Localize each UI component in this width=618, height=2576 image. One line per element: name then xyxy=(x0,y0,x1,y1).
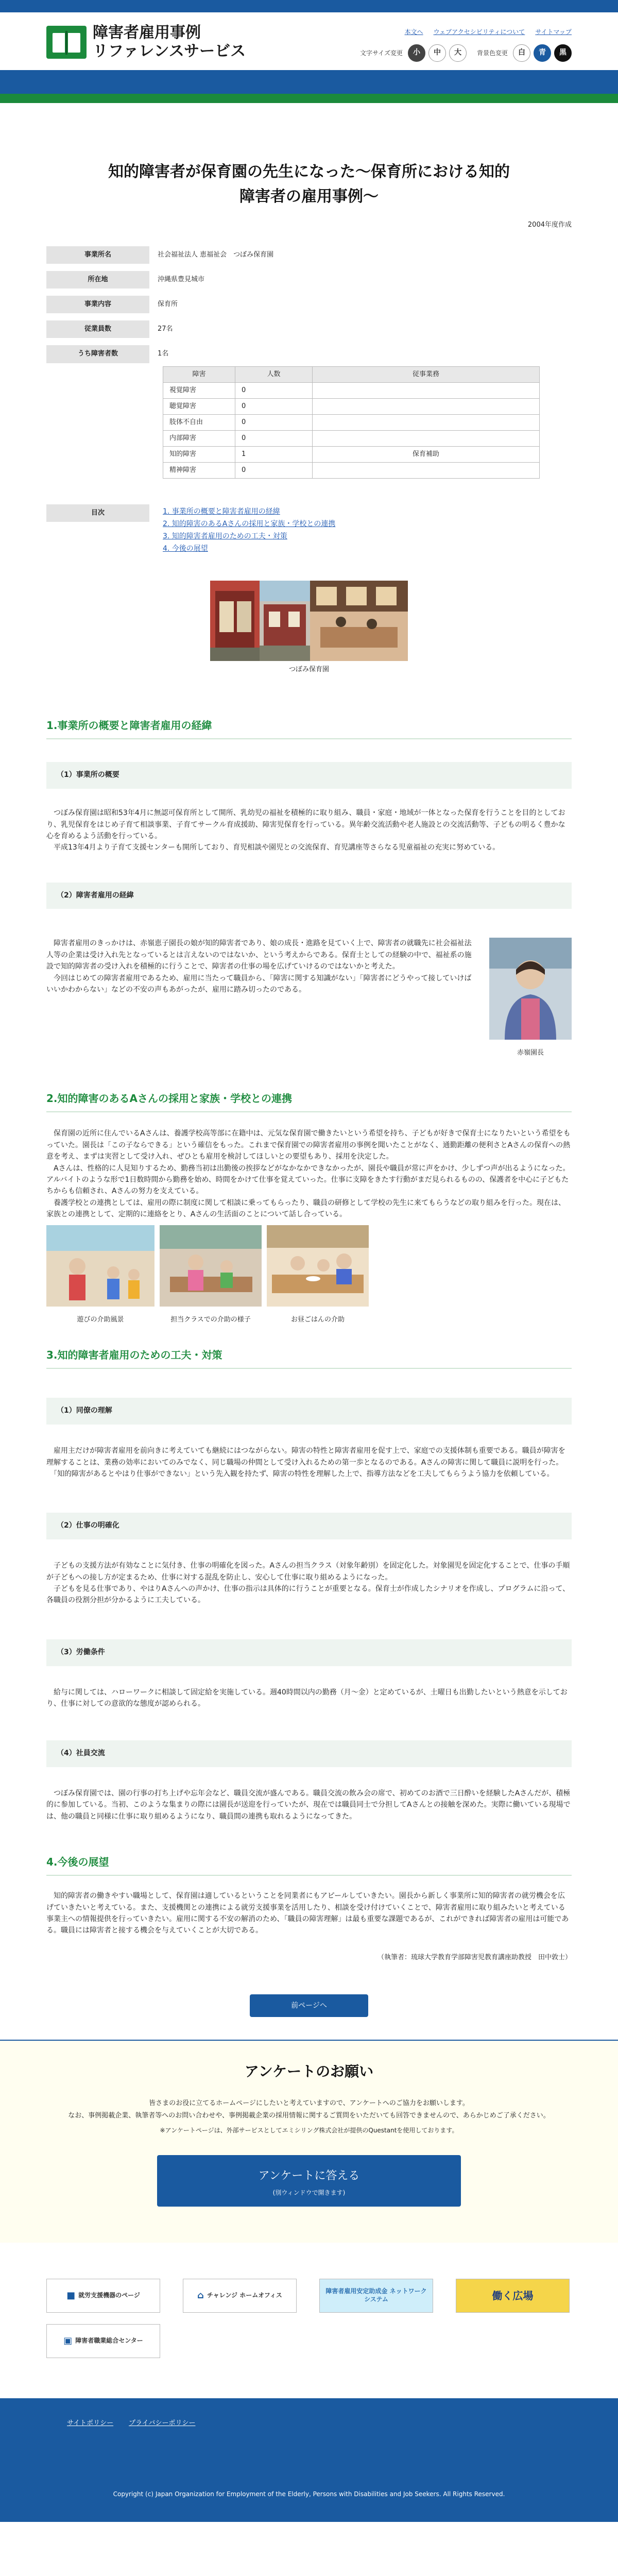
bg-color-label: 背景色変更 xyxy=(476,49,508,57)
subsection-heading: （3）労働条件 xyxy=(46,1639,572,1666)
subsection-heading: （1）同僚の理解 xyxy=(46,1398,572,1425)
accent-bar xyxy=(0,94,618,103)
banner-label: 障害者雇用安定助成金 ネットワークシステム xyxy=(325,2287,427,2303)
top-photo-figure xyxy=(46,581,572,675)
site-policy-link[interactable]: サイトポリシー xyxy=(67,2419,114,2427)
banner-label: 就労支援機器のページ xyxy=(78,2291,140,2299)
nursery-photo-classroom xyxy=(310,581,408,661)
info-row-business xyxy=(46,296,572,313)
main-content xyxy=(46,103,572,2017)
info-row-employees xyxy=(46,320,572,338)
subsection-heading: （1）事業所の概要 xyxy=(46,762,572,789)
info-label: 従業員数 xyxy=(46,320,149,338)
paragraph: 障害者雇用のきっかけは、赤嶺恵子園長の娘が知的障害者であり、娘の成長・進路を見ていく上で、障害者の就職先に社会福祉法人等の企業は受け入れ先となっているとは言えないのではないか、という考えからである。保育士としての経験の中で、福祉系の施設で知的障害者の受け入れを積極的に行うことで、障害者の仕事の場を広げていけるのではないかと考えた。 今回はじめての障害者雇用であるため、雇用に当たって職員から、「障害に関する知識がない」「障害者にどうやって接していけばいいかわからない」などの不安の声もあがったが、雇用に踏み切ったのである。 xyxy=(46,939,472,994)
survey-section xyxy=(0,2040,618,2243)
nursery-photo-building xyxy=(260,581,310,661)
table-cell: 聴覚障害 xyxy=(163,398,235,414)
toc-link-4[interactable]: 4. 今後の展望 xyxy=(163,545,208,553)
survey-button-label: アンケートに答える xyxy=(258,2169,360,2182)
created-year: 2004年度作成 xyxy=(527,221,572,229)
photo-caption: お昼ごはんの介助 xyxy=(290,1316,345,1324)
survey-text-line1: 皆さまのお役に立てるホームページにしたいと考えていますので、アンケートへのご協力をお願いします。 xyxy=(149,2099,469,2107)
table-cell: 0 xyxy=(235,414,313,430)
table-row xyxy=(163,414,540,430)
toc-item xyxy=(163,505,335,518)
font-size-small-button[interactable]: 小 xyxy=(408,44,425,62)
table-of-contents xyxy=(46,504,572,555)
top-bar xyxy=(0,0,618,12)
info-label: うち障害者数 xyxy=(46,345,149,363)
subsection-heading: （2）仕事の明確化 xyxy=(46,1513,572,1539)
photo-caption: 担当クラスでの介助の様子 xyxy=(170,1316,251,1324)
class-assist-photo xyxy=(160,1225,262,1307)
info-value: 27名 xyxy=(158,325,173,333)
copyright: Copyright (c) Japan Organization for Employment of the Elderly, Persons with Disabilities and Job Seekers. All Rights Reserved. xyxy=(113,2490,505,2498)
table-row xyxy=(163,398,540,414)
info-value: 社会福祉法人 恵福祉会 つぼみ保育園 xyxy=(158,251,274,259)
house-icon: ⌂ xyxy=(197,2290,204,2301)
toc-item xyxy=(163,543,335,555)
banner-nivr[interactable] xyxy=(46,2324,160,2358)
photo-caption: つぼみ保育園 xyxy=(288,666,329,674)
banner-challenge-home-office[interactable] xyxy=(183,2279,297,2313)
sitemap-link[interactable]: サイトマップ xyxy=(535,28,572,36)
table-cell: 0 xyxy=(235,463,313,479)
photo-caption: 遊びの介助風景 xyxy=(77,1316,124,1324)
table-cell: 1 xyxy=(235,447,313,463)
banner-row xyxy=(46,2279,572,2313)
survey-answer-button[interactable] xyxy=(157,2155,461,2207)
subsection-heading: （2）障害者雇用の経緯 xyxy=(46,883,572,909)
table-cell xyxy=(313,382,540,398)
font-size-large-button[interactable]: 大 xyxy=(449,44,467,62)
text-block xyxy=(46,938,474,1059)
paragraph: 子どもの支援方法が有効なことに気付き、仕事の明確化を図った。Aさんの担当クラス（対象年齢別）を固定化した。対象園児を固定化することで、仕事の手順が子どもへの接し方が定まるため、仕事に対する混乱を防止し、安心して仕事に取り組めるようになった。 子どもを見る仕事であり、やはりAさんへの声かけ、仕事の指示は具体的に行うことが重要となる。保育士が作成したシナリオを作成し、プログラムに沿って、各職員の役割分担が分かるように工夫している。 xyxy=(46,1562,570,1605)
banner-area xyxy=(46,2279,572,2358)
paragraph: 給与に関しては、ハローワークに相談して固定給を実施している。週40時間以内の勤務（月〜金）と定めているが、土曜日も出勤したいという熱意を示しており、仕事に対しての意欲的な態度が認められる。 xyxy=(46,1688,568,1708)
survey-text-line2: なお、事例掲載企業、執筆者等へのお問い合わせや、事例掲載企業の採用情報に関するご質問をいただいても回答できませんので、あらかじめご了承ください。 xyxy=(68,2112,550,2120)
lunch-assist-photo xyxy=(267,1225,369,1307)
paragraph: つぼみ保育園では、園の行事の打ち上げや忘年会など、職員交流が盛んである。職員交流の飲み会の席で、初めてのお酒で三日酔いを経験したAさんだが、積極的に参加している。当初、このような集まりの際には園長が送迎を行っていたが、現在では職員同士で分担してAさんとの接触を深めた。実際に働いている現場では、他の職員と同様に仕事に取り組めるようになり、職員間の連携も取れるようになってきた。 xyxy=(46,1789,571,1821)
play-assist-photo xyxy=(46,1225,154,1307)
survey-note: ※アンケートページは、外部サービスとしてエミシリング株式会社が提供のQuestantを使用しております。 xyxy=(160,2126,458,2134)
survey-text xyxy=(46,2097,572,2123)
privacy-policy-link[interactable]: プライバシーポリシー xyxy=(129,2419,196,2427)
subsection-heading: （4）社員交流 xyxy=(46,1740,572,1767)
footer-links xyxy=(67,2418,195,2429)
photo-figure xyxy=(160,1225,262,1326)
info-value: 1名 xyxy=(158,350,169,358)
director-photo-figure xyxy=(489,938,572,1059)
paragraph: つぼみ保育園は昭和53年4月に無認可保育所として開所、乳幼児の福祉を積極的に取り組み、職員・家庭・地域が一体となった保育を行うことを目的としており、乳児保育をはじめ子育て相談事業、子育てサークル育成援助、障害児保育を行っている。異年齢交流活動や老人施設との交流活動等、子どもの明るく豊かな心を育めるよう活動を行っている。 平成13年4月より子育て支援センターも開所しており、育児相談や園児との交流保育、育児講座等さらなる児童福祉の充実に努めている。 xyxy=(46,809,565,852)
toc-list xyxy=(149,504,335,555)
table-cell xyxy=(313,414,540,430)
table-cell xyxy=(313,430,540,446)
bg-black-button[interactable]: 黒 xyxy=(554,44,572,62)
bg-white-button[interactable]: 白 xyxy=(513,44,530,62)
table-cell xyxy=(313,398,540,414)
info-row-disabled-count xyxy=(46,345,572,363)
column-header: 人数 xyxy=(235,366,313,382)
info-label: 所在地 xyxy=(46,271,149,289)
accessibility-link[interactable]: ウェブアクセシビリティについて xyxy=(433,28,525,36)
banner-hataraku-hiroba[interactable] xyxy=(456,2279,570,2313)
author-credit: （執筆者：琉球大学教育学部障害児教育講座助教授 田中敦士） xyxy=(377,1953,572,1961)
device-icon: ■ xyxy=(66,2290,76,2301)
nursery-photo-entrance xyxy=(210,581,260,661)
bg-blue-button[interactable]: 青 xyxy=(534,44,551,62)
toc-link-1[interactable]: 1. 事業所の概要と障害者雇用の経緯 xyxy=(163,507,280,516)
column-header: 従事業務 xyxy=(313,366,540,382)
paragraph: 保育園の近所に住んでいるAさんは、養護学校高等部に在籍中は、元気な保育園で働きたいという希望を持ち、子どもが好きで保育士になりたいという希望をもっていた。園長は「この子ならできる」という確信をもった。これまで保育園での障害者雇用の事例を聞いたことがなく、通勤距離の便利さとAさんの保育への熱意を考え、まずは実習として受け入れ、ぜひとも雇用を検討してほしいとの要望もあり、採用を決定した。 Aさんは、性格的に人見知りするため、勤務当初は出勤後の挨拶などがなかなかできなかったが、園長や職員が常に声をかけ、少しずつ声が出るようになった。アルバイトのような形で1日数時間から勤務を始め、時間をかけて仕事を覚えていった。仕事に支障をきたす行動がまだ見られるものの、保護者を中心に子どもたちからも信頼され、Aさんの努力を支えている。 養護学校との連携としては、雇用の際に制度に関して相談に乗ってもらったり、職員の研修として学校の先生に来てもらうなどの取り組みを行った。現在は、家族との連携として、定期的に連絡をとり、Aさんの生活面のことについて話し合っている。 xyxy=(46,1129,571,1219)
table-cell: 0 xyxy=(235,430,313,446)
table-cell xyxy=(313,463,540,479)
display-controls xyxy=(360,44,572,62)
table-row xyxy=(163,447,540,463)
skip-to-content-link[interactable]: 本文へ xyxy=(404,28,423,36)
photo-row xyxy=(46,1225,572,1326)
photo-figure xyxy=(267,1225,369,1326)
info-label: 事業内容 xyxy=(46,296,149,313)
banner-assistive-devices[interactable] xyxy=(46,2279,160,2313)
nav-band xyxy=(0,70,618,94)
survey-inner xyxy=(46,2059,572,2207)
table-cell: 視覚障害 xyxy=(163,382,235,398)
info-row-location xyxy=(46,271,572,289)
table-cell: 知的障害 xyxy=(163,447,235,463)
toc-link-3[interactable]: 3. 知的障害者雇用のための工夫・対策 xyxy=(163,532,287,541)
table-header-row xyxy=(163,366,540,382)
survey-button-sublabel: (別ウィンドウで開きます) xyxy=(272,2189,346,2197)
banner-label: 働く広場 xyxy=(492,2289,534,2302)
site-footer xyxy=(0,2398,618,2522)
toc-item xyxy=(163,530,335,543)
back-button-wrap xyxy=(46,1994,572,2017)
info-value: 沖縄県豊見城市 xyxy=(158,276,205,284)
utility-links xyxy=(405,27,572,37)
toc-item xyxy=(163,518,335,530)
banner-row xyxy=(46,2324,572,2358)
table-cell: 0 xyxy=(235,382,313,398)
info-row-company xyxy=(46,246,572,264)
site-title: 障害者雇用事例 リファレンスサービス xyxy=(93,24,246,60)
info-value: 保育所 xyxy=(158,300,178,309)
disability-table xyxy=(163,366,540,479)
site-logo[interactable] xyxy=(46,24,246,61)
section-heading-2: 2.知的障害のあるAさんの採用と家族・学校との連携 xyxy=(46,1090,572,1112)
banner-network-system[interactable] xyxy=(319,2279,433,2313)
back-button[interactable]: 前ページへ xyxy=(250,1994,368,2017)
banner-label: 障害者職業総合センター xyxy=(75,2336,143,2344)
banner-label: チャレンジ ホームオフィス xyxy=(207,2291,282,2299)
table-cell: 保育補助 xyxy=(313,447,540,463)
section-heading-1: 1.事業所の概要と障害者雇用の経緯 xyxy=(46,717,572,739)
table-row xyxy=(163,430,540,446)
table-cell: 精神障害 xyxy=(163,463,235,479)
text-with-photo xyxy=(46,938,572,1059)
photo-figure xyxy=(46,1225,154,1326)
column-header: 障害 xyxy=(163,366,235,382)
table-row xyxy=(163,463,540,479)
font-size-medium-button[interactable]: 中 xyxy=(428,44,446,62)
font-size-label: 文字サイズ変更 xyxy=(359,49,403,57)
info-label: 事業所名 xyxy=(46,246,149,264)
photo-caption: 赤嶺園長 xyxy=(517,1049,544,1057)
book-icon xyxy=(46,26,87,59)
toc-label: 目次 xyxy=(46,504,149,522)
table-cell: 内部障害 xyxy=(163,430,235,446)
director-photo xyxy=(489,938,572,1040)
info-block xyxy=(46,246,572,479)
table-cell: 肢体不自由 xyxy=(163,414,235,430)
disability-table-wrap xyxy=(163,366,572,479)
site-header xyxy=(46,12,572,70)
page-title: 知的障害者が保育園の先生になった〜保育所における知的障害者の雇用事例〜 xyxy=(108,163,510,206)
table-cell: 0 xyxy=(235,398,313,414)
section-heading-3: 3.知的障害者雇用のための工夫・対策 xyxy=(46,1346,572,1369)
nivr-logo-icon: ▣ xyxy=(63,2335,73,2346)
section-heading-4: 4.今後の展望 xyxy=(46,1853,572,1876)
paragraph: 雇用主だけが障害者雇用を前向きに考えていても継続にはつながらない。障害の特性と障害者雇用を促す上で、家庭での支援体制も重要である。職員が障害を理解することは、業務の効率においてのみでなく、同じ職場の仲間として受け入れるための第一歩となるのである。Aさんの障害に関して職員に説明を行った。 「知的障害があるとやはり仕事ができない」という先入観を持たず、障害の特性を理解した上で、指導方法などを工夫してもらうよう協力を依頼している。 xyxy=(46,1447,565,1478)
paragraph: 知的障害者の働きやすい職場として、保育園は適しているということを同業者にもアピールしていきたい。園長から新しく事業所に知的障害者の就労機会を広げていきたいと考えている。また、支援機関との連携による就労支援事業を活用したり、相談を受け付けていくことで、障害者雇用に取り組みたいと考えている事業主への情報提供を行っていきたい。雇用に関する不安の解消のため、「職員の障害理解」は最も重要な課題であるが、これができれば障害者の雇用は可能である。職員には障害者と接する機会を与えていくことが大切である。 xyxy=(46,1892,569,1935)
toc-link-2[interactable]: 2. 知的障害のあるAさんの採用と家族・学校との連携 xyxy=(163,520,336,529)
table-row xyxy=(163,382,540,398)
survey-title: アンケートのお願い xyxy=(244,2062,374,2080)
